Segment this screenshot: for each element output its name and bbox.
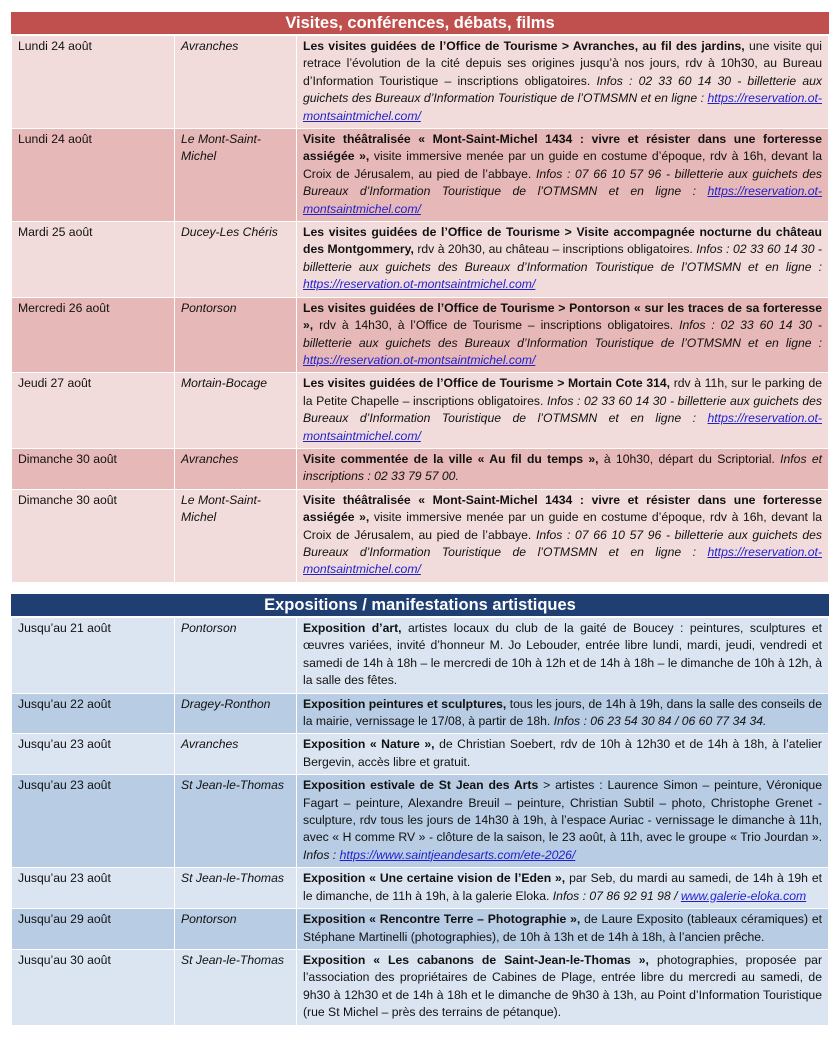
event-info: Infos :	[303, 847, 340, 862]
event-text: photographies, proposée par l’association des propriétaires de Cabines de Plage, entrée libre du mercredi au samedi, de 9h30 à 12h30 et de 14h à 18h et le dimanche de 9h30 à 13h, au Point d’Information Touristique (rue St Michel – près des terrains de pétanque).	[303, 952, 822, 1020]
event-text: rdv à 20h30, au château – inscriptions obligatoires.	[413, 242, 697, 257]
event-text: par Seb, du mardi au samedi, de 14h à 19h et le dimanche, de 11h à 19h, à la galerie Eloka.	[303, 871, 822, 903]
event-title: Les visites guidées de l’Office de Tourisme > Mortain Cote 314,	[303, 376, 671, 391]
event-link[interactable]: https://reservation.ot-montsaintmichel.com/	[303, 184, 822, 216]
event-row	[12, 36, 829, 129]
event-info: Infos : 02 33 60 14 30 - billetterie aux guichets des Bureaux d’Information Touristique de l’OTMSMN et en ligne :	[303, 242, 822, 274]
event-title: Les visites guidées de l’Office de Tourisme > Visite accompagnée nocturne du château des Montgommery,	[303, 225, 822, 257]
event-description	[297, 129, 829, 222]
section-title: Expositions / manifestations artistiques	[11, 594, 829, 617]
event-date: Jusqu’au 21 août	[12, 618, 175, 694]
event-text: tous les jours, de 14h à 19h, dans la salle des conseils de la mairie, vernissage le 17/08, à partir de 18h.	[303, 696, 822, 729]
event-date: Dimanche 30 août	[12, 489, 175, 582]
event-date: Lundi 24 août	[12, 36, 175, 129]
event-row	[12, 373, 829, 449]
event-text: une visite qui retrace l’évolution de la cité depuis ses origines jusqu’à nos jours, rdv à 10h30, au Bureau d’Information Touristique – inscriptions obligatoires.	[303, 39, 822, 88]
event-place: Pontorson	[175, 618, 297, 694]
event-title: Visite théâtralisée « Mont-Saint-Michel 1434 : vivre et résister dans une forteresse assiégée »,	[303, 492, 822, 525]
event-description	[297, 775, 829, 868]
event-description	[297, 373, 829, 449]
events-table	[11, 35, 829, 583]
event-text: rdv à 11h, sur le parking de la Petite Chapelle – inscriptions obligatoires.	[303, 376, 822, 408]
event-info: Infos : 02 33 60 14 30 - billetterie aux guichets des Bureaux d’Information Touristique de l’OTMSMN et en ligne :	[303, 393, 822, 426]
event-text: > artistes : Laurence Simon – peinture, Véronique Fagart – peinture, Alexandre Breuil – peinture, Christian Subtil – photo, Christophe Grenet - sculpture, rdv tous les jours de 14h30 à 19h, à l’espace Auriac - vernissage le dimanche à 11h, avec « H comme RV » - clôture de la saison, le 23 août, à 11h, avec le groupe « Trio Jourdan ».	[303, 778, 822, 845]
event-row	[12, 949, 829, 1025]
event-text: artistes locaux du club de la gaité de Boucey : peintures, sculptures et œuvres variées, invité d’honneur M. Jo Lebouder, entrée libre lundi, mardi, jeudi, vendredi et samedi de 14h à 18h – le mercredi de 10h à 12h et de 14h à 18h – le dimanche de 10h à 12h, à la salle des fêtes.	[303, 621, 822, 688]
event-description	[297, 489, 829, 582]
event-date: Jusqu’au 23 août	[12, 775, 175, 868]
event-row	[12, 448, 829, 489]
event-date: Jusqu’au 23 août	[12, 868, 175, 909]
event-title: Les visites guidées de l’Office de Tourisme > Avranches, au fil des jardins,	[303, 39, 745, 53]
event-description	[297, 868, 829, 909]
event-title: Exposition « Les cabanons de Saint-Jean-le-Thomas »,	[303, 952, 649, 967]
event-row	[12, 297, 829, 373]
event-description	[297, 448, 829, 489]
event-info: Infos : 02 33 60 14 30 - billetterie aux guichets des Bureaux d’Information Touristique de l’OTMSMN et en ligne :	[303, 318, 822, 350]
event-link[interactable]: https://reservation.ot-montsaintmichel.com/	[303, 352, 536, 367]
event-date: Jusqu’au 30 août	[12, 949, 175, 1025]
event-date: Dimanche 30 août	[12, 448, 175, 489]
event-row	[12, 909, 829, 950]
event-description	[297, 909, 829, 950]
event-description	[297, 693, 829, 734]
event-text: de Laure Exposito (tableaux céramiques) et Stéphane Martinelli (photographies), de 10h à 13h et de 14h à 18h, à l’ancien prêche.	[303, 912, 822, 944]
event-title: Exposition « Rencontre Terre – Photographie »,	[303, 912, 581, 927]
event-place: Avranches	[175, 36, 297, 129]
event-text: de Christian Soebert, rdv de 10h à 12h30 et de 14h à 18h, à l’atelier Bergevin, accès libre et gratuit.	[303, 737, 822, 769]
event-place: Le Mont-Saint-Michel	[175, 489, 297, 582]
event-title: Visite commentée de la ville « Au fil du temps »,	[303, 451, 599, 466]
event-place: Le Mont-Saint-Michel	[175, 129, 297, 222]
event-date: Lundi 24 août	[12, 129, 175, 222]
event-info: Infos : 06 23 54 30 84 / 06 60 77 34 34.	[553, 714, 767, 729]
event-description	[297, 297, 829, 373]
event-title: Exposition d’art,	[303, 621, 402, 635]
event-place: Pontorson	[175, 297, 297, 373]
event-link[interactable]: https://reservation.ot-montsaintmichel.com/	[303, 277, 536, 292]
event-title: Exposition peintures et sculptures,	[303, 696, 507, 711]
event-title: Visite théâtralisée « Mont-Saint-Michel 1434 : vivre et résister dans une forteresse assiégée »,	[303, 132, 822, 164]
event-date: Mardi 25 août	[12, 222, 175, 298]
event-description	[297, 618, 829, 694]
event-info: Infos : 07 66 10 57 96 - billetterie aux guichets des Bureaux d’Information Touristique de l’OTMSMN et en ligne :	[303, 527, 822, 559]
event-description	[297, 222, 829, 298]
event-description	[297, 36, 829, 129]
event-date: Jusqu’au 23 août	[12, 734, 175, 775]
event-row	[12, 734, 829, 775]
event-place: St Jean-le-Thomas	[175, 949, 297, 1025]
event-row	[12, 222, 829, 298]
event-title: Les visites guidées de l’Office de Tourisme > Pontorson « sur les traces de sa forteresse »,	[303, 300, 822, 333]
event-row	[12, 868, 829, 909]
event-date: Jusqu’au 22 août	[12, 693, 175, 734]
event-place: Avranches	[175, 448, 297, 489]
event-title: Exposition estivale de St Jean des Arts	[303, 778, 539, 793]
event-info: Infos : 02 33 60 14 30 - billetterie aux guichets des Bureaux d’Information Touristique de l’OTMSMN et en ligne :	[303, 73, 823, 106]
section-title: Visites, conférences, débats, films	[11, 12, 829, 35]
event-title: Exposition « Nature »,	[303, 737, 435, 752]
event-link[interactable]: https://reservation.ot-montsaintmichel.com/	[303, 411, 822, 443]
event-text: visite immersive menée par un guide en costume d’époque, rdv à 16h, devant la Croix de Jérusalem, au pied de l’abbaye.	[303, 149, 822, 181]
event-row	[12, 693, 829, 734]
event-date: Jeudi 27 août	[12, 373, 175, 449]
event-link[interactable]: https://www.saintjeandesarts.com/ete-2026/	[339, 847, 576, 862]
events-table	[11, 617, 829, 1026]
event-row	[12, 618, 829, 694]
event-place: Ducey-Les Chéris	[175, 222, 297, 298]
event-date: Jusqu’au 29 août	[12, 909, 175, 950]
event-place: Avranches	[175, 734, 297, 775]
event-place: Pontorson	[175, 909, 297, 950]
event-place: Mortain-Bocage	[175, 373, 297, 449]
event-info: Infos : 07 66 10 57 96 - billetterie aux guichets des Bureaux d’Information Touristique de l’OTMSMN et en ligne :	[303, 166, 822, 199]
event-link[interactable]: www.galerie-eloka.com	[680, 888, 807, 903]
event-date: Mercredi 26 août	[12, 297, 175, 373]
event-info: Infos et inscriptions : 02 33 79 57 00.	[303, 451, 822, 484]
event-row	[12, 129, 829, 222]
event-place: St Jean-le-Thomas	[175, 775, 297, 868]
event-info: Infos : 07 86 92 91 98 /	[552, 888, 681, 903]
event-title: Exposition « Une certaine vision de l’Eden »,	[303, 871, 566, 886]
event-link[interactable]: https://reservation.ot-montsaintmichel.com/	[303, 544, 822, 577]
event-text: à 10h30, départ du Scriptorial.	[598, 451, 781, 466]
event-description	[297, 734, 829, 775]
event-place: Dragey-Ronthon	[175, 693, 297, 734]
event-text: visite immersive menée par un guide en costume d’époque, rdv à 16h, devant la Croix de Jérusalem, au pied de l’abbaye.	[303, 510, 822, 542]
event-row	[12, 775, 829, 868]
event-text: rdv à 14h30, à l’Office de Tourisme – inscriptions obligatoires.	[313, 318, 680, 333]
section-expositions	[11, 594, 829, 1026]
event-description	[297, 949, 829, 1025]
event-place: St Jean-le-Thomas	[175, 868, 297, 909]
section-visites	[11, 12, 829, 583]
event-row	[12, 489, 829, 582]
event-link[interactable]: https://reservation.ot-montsaintmichel.com/	[303, 91, 822, 123]
